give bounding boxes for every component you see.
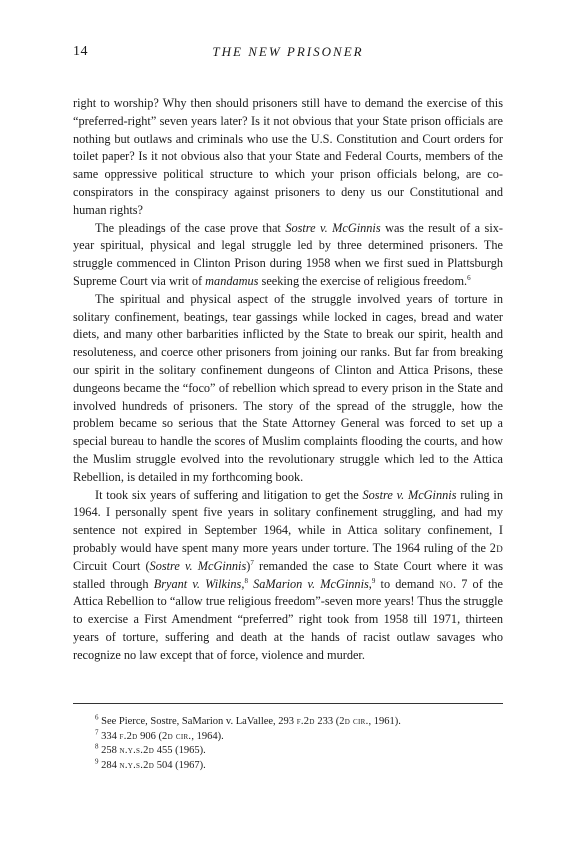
running-title: THE NEW PRISONER (212, 44, 364, 59)
small-caps-text: f.2d (296, 716, 315, 727)
footnote-marker: 6 (467, 273, 471, 282)
small-caps-text: f.2d (119, 730, 138, 742)
text-run: ) (246, 558, 251, 573)
text-run: The spiritual and physical aspect of the struggle involved years of torture in solitary confinement, beatings, tear gassings while locked in cages, bread and water diets, and many other barbarities inflicted by the State to break our spirit, health and resoluteness, and coerce other prisoners from joining our ranks. But far from breaking our spirit in the solitary confinement dungeons of Clinton and Attica Prisons, these dungeons became the “foco” of rebellion which spread to every prison in the State and involved hundreds of prisoners. The story of the spread of the struggle, how the problem became so serious that the State Attorney General was forced to set up a special bureau to handle the scores of Muslim complaints flooding the courts, and how the Muslim struggle evolved into the revolutionary struggle which led to the Attica Rebellion, is detailed in my forthcoming book. (73, 291, 503, 484)
small-caps-text: 2d cir. (339, 716, 369, 727)
text-run: 284 (98, 759, 120, 771)
text-run: 504 (1967). (154, 759, 206, 771)
text-run: 233 ( (314, 716, 340, 727)
small-caps-text: 2d (489, 540, 503, 555)
small-caps-text: n.y.s.2d (119, 759, 155, 771)
text-run: 258 (98, 745, 120, 757)
footnote (95, 744, 505, 759)
text-run: It took six years of suffering and litigation to get the (95, 487, 363, 502)
page-number: 14 (73, 44, 88, 59)
text-run: remanded the case to State Court where it was stalled through (73, 558, 503, 591)
footnote (95, 730, 505, 745)
footnote-marker: 7 (250, 558, 254, 567)
italic-text: Bryant v. Wilkins (153, 576, 242, 591)
italic-text: SaMarion v. McGinnis (253, 576, 369, 591)
text-run: to demand (375, 576, 440, 591)
body-paragraph (73, 487, 503, 665)
text-run: The pleadings of the case prove that (95, 220, 286, 235)
footnote-marker: 9 (95, 757, 99, 766)
text-run: ruling in 1964. I personally spent five years in solitary confinement struggling, and had my sentence not expired in September 1964, while in Attica solitary confinement, I probably would have spent many more years under torture. The 1964 ruling of the (73, 487, 503, 555)
text-run: . 7 of the Attica Rebellion to “allow true religious freedom”-seven more years! Thus the struggle to exercise a First Amendment “preferred” right took from 1958 till 1971, thirteen years of torture, suffering and death at the hands of racist outlaw savages who recognize no law except that of force, violence and murder. (73, 576, 503, 662)
text-run: seeking the exercise of religious freedom. (258, 273, 468, 288)
text-run: , 1964). (191, 730, 224, 742)
text-run: was the result of a six-year spiritual, physical and legal struggle led by three determined prisoners. The struggle commenced in Clinton Prison during 1958 when we first sued in Plattsburgh Supreme Court via writ of (73, 220, 503, 288)
running-head (73, 44, 503, 64)
text-run: 906 ( (137, 730, 163, 742)
italic-text: Sostre v. McGinnis (362, 487, 457, 502)
footnotes (95, 715, 505, 773)
footnote-marker: 8 (244, 576, 248, 585)
footnote (95, 759, 505, 774)
footnote (95, 715, 505, 730)
footnote-marker: 6 (95, 713, 99, 722)
text-run: Circuit Court ( (73, 558, 150, 573)
text-run: , (368, 576, 372, 591)
body-paragraph (73, 291, 503, 487)
footnote-marker: 8 (95, 742, 99, 751)
text-run: 334 (98, 730, 120, 742)
text-run: right to worship? Why then should prisoners still have to demand the exercise of this “preferred-right” seven years later? Is it not obvious that your State prison officials are nothing but outlaws and criminals who use the U.S. Constitution and Court orders for toilet paper? Is it not obvious also that your State and Federal Courts, members of the same oppressive political structure to which your prison officials belong, are co-conspirators in the conspiracy against prisoners to deny us our Constitutional and human rights? (73, 96, 503, 217)
italic-text: Sostre v. McGinnis (149, 558, 247, 573)
body-paragraph (73, 95, 503, 220)
body-paragraph (73, 220, 503, 291)
body-text (73, 95, 503, 665)
text-run: 455 (1965). (154, 745, 206, 757)
text-run: , 1961). (368, 716, 401, 727)
small-caps-text: n.y.s.2d (119, 745, 155, 757)
footnote-marker: 7 (95, 728, 99, 737)
footnote-rule (73, 703, 503, 704)
small-caps-text: 2d cir. (162, 730, 192, 742)
italic-text: mandamus (205, 273, 259, 288)
text-run: See Pierce, Sostre, SaMarion v. LaVallee, 293 (98, 716, 297, 727)
italic-text: Sostre v. McGinnis (285, 220, 381, 235)
small-caps-text: no (439, 576, 453, 591)
footnote-marker: 9 (371, 576, 376, 585)
text-run: , (241, 576, 245, 591)
